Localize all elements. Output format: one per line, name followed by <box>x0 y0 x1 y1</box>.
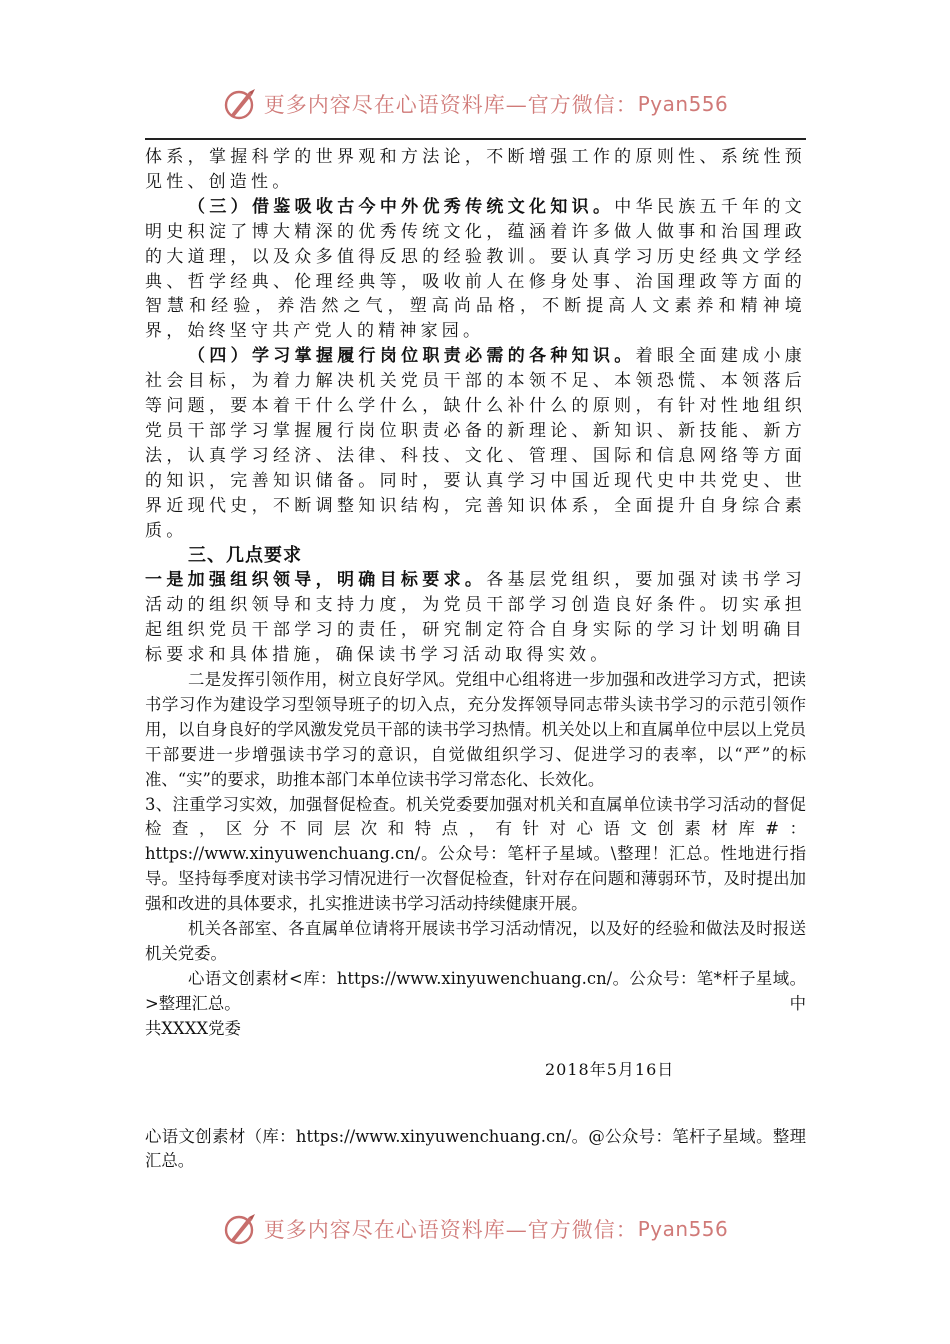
paragraph-3 <box>145 344 806 543</box>
quill-pen-logo-icon <box>222 1211 258 1247</box>
banner-text: 更多内容尽在心语资料库—官方微信： <box>263 1218 638 1242</box>
header-rule <box>145 138 806 140</box>
paragraph-1: 体系，掌握科学的世界观和方法论，不断增强工作的原则性、系统性预见性、创造性。 <box>145 147 806 192</box>
paragraph-4-heading: 一是加强组织领导，明确目标要求。 <box>145 570 487 591</box>
paragraph-8-text: 心语文创素材<库：https://www.xinyuwenchuang.cn/。公众号：笔*杆子星域。>整理汇总。 <box>145 968 806 1013</box>
banner-text: 更多内容尽在心语资料库—官方微信： <box>263 93 638 117</box>
footer-banner <box>0 1209 950 1249</box>
banner-wechat-id: Pyan556 <box>637 92 729 116</box>
footer-note: 心语文创素材（库：https://www.xinyuwenchuang.cn/。@公众号：笔杆子星域。整理汇总。 <box>145 1126 806 1171</box>
paragraph-5: 二是发挥引领作用，树立良好学风。党组中心组将进一步加强和改进学习方式，把读书学习作为建设学习型领导班子的切入点，充分发挥领导同志带头读书学习的示范引领作用，以自身良好的学风激发党员干部的读书学习热情。机关处以上和直属单位中层以上党员干部要进一步增强读书学习的意识，自觉做组织学习、促进学习的表率，以“严”的标准、“实”的要求，助推本部门本单位读书学习常态化、长效化。 <box>145 670 806 789</box>
paragraph-3-heading: （四）学习掌握履行岗位职责必需的各种知识。 <box>188 346 636 367</box>
paragraph-4 <box>145 568 806 668</box>
paragraph-2 <box>145 195 806 344</box>
document-body <box>145 145 806 1174</box>
signature-date: 2018年5月16日 <box>545 1059 675 1079</box>
paragraph-7: 机关各部室、各直属单位请将开展读书学习活动情况，以及好的经验和做法及时报送机关党委。 <box>145 919 806 963</box>
spacer <box>145 1099 806 1125</box>
header-banner <box>0 84 950 124</box>
paragraph-6: 3、注重学习实效，加强督促检查。机关党委要加强对机关和直属单位读书学习活动的督促检查，区分不同层次和特点，有针对心语文创素材库#：https://www.xinyuwenchuang.cn/。公众号：笔杆子星域。\整理！汇总。性地进行指导。坚持每季度对读书学习情况进行一次督促检查，针对存在问题和薄弱环节，及时提出加强和改进的具体要求，扎实推进读书学习活动持续健康开展。 <box>145 794 806 914</box>
signature-org: 共XXXX党委 <box>145 1018 241 1038</box>
paragraph-2-heading: （三）借鉴吸收古今中外优秀传统文化知识。 <box>188 196 615 217</box>
paragraph-2-text: 中华民族五千年的文明史积淀了博大精深的优秀传统文化，蕴涵着许多做人做事和治国理政的大道理，以及众多值得反思的经验教训。要认真学习历史经典文学经典、哲学经典、伦理经典等，吸收前人在修身处事、治国理政等方面的智慧和经验，养浩然之气，塑高尚品格，不断提高人文素养和精神境界，始终坚守共产党人的精神家园。 <box>145 196 806 342</box>
paragraph-4-text: 各基层党组织，要加强对读书学习活动的组织领导和支持力度，为党员干部学习创造良好条件。切实承担起组织党员干部学习的责任，研究制定符合自身实际的学习计划明确目标要求和具体措施，确保读书学习活动取得实效。 <box>145 570 807 666</box>
banner-wechat-id: Pyan556 <box>637 1217 729 1241</box>
quill-pen-logo-icon <box>222 86 258 122</box>
paragraph-8 <box>145 967 806 1017</box>
paragraph-8-tail: 中 <box>789 993 806 1013</box>
section-heading-3: 三、几点要求 <box>188 544 302 566</box>
paragraph-3-text: 着眼全面建成小康社会目标，为着力解决机关党员干部的本领不足、本领恐慌、本领落后等问题，要本着干什么学什么，缺什么补什么的原则，有针对性地组织党员干部学习掌握履行岗位职责必备的新理论、新知识、新技能、新方法，认真学习经济、法律、科技、文化、管理、国际和信息网络等方面的知识，完善知识储备。同时，要认真学习中国近现代史中共党史、世界近现代史，不断调整知识结构，完善知识体系，全面提升自身综合素质。 <box>145 346 806 541</box>
